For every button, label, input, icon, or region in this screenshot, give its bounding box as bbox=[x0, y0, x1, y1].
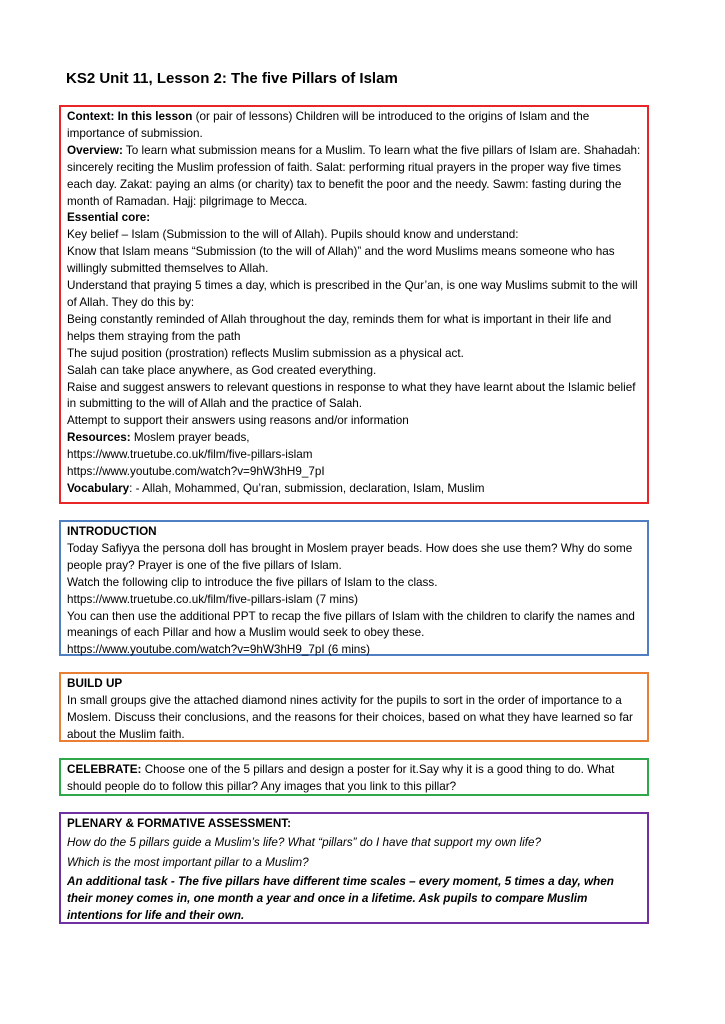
overview-paragraph bbox=[67, 143, 641, 211]
celebrate-box bbox=[59, 758, 649, 796]
resource-link[interactable]: https://www.truetube.co.uk/film/five-pillars-islam bbox=[67, 448, 313, 462]
plenary-question: How do the 5 pillars guide a Muslim’s life? What “pillars” do I have that support my own life? bbox=[67, 836, 541, 850]
context-label: Context: In this lesson bbox=[67, 110, 193, 123]
essential-line: The sujud position (prostration) reflects Muslim submission as a physical act. bbox=[67, 346, 464, 360]
introduction-box bbox=[59, 520, 649, 656]
introduction-link[interactable]: https://www.truetube.co.uk/film/five-pillars-islam (7 mins) bbox=[67, 592, 358, 606]
essential-line: Know that Islam means “Submission (to the will of Allah)” and the word Muslims means someone who has willingly submitted themselves to Allah. bbox=[67, 245, 615, 276]
essential-line: Understand that praying 5 times a day, which is prescribed in the Qur’an, is one way Muslims submit to the will of Allah. They do this by: bbox=[67, 279, 638, 309]
introduction-line: Today Safiyya the persona doll has brought in Moslem prayer beads. How does she use them? Why do some people pray? Prayer is one of the five pillars of Islam. bbox=[67, 541, 633, 572]
build-up-box bbox=[59, 672, 649, 742]
introduction-heading: INTRODUCTION bbox=[67, 525, 157, 538]
build-up-text: In small groups give the attached diamond nines activity for the pupils to sort in the order of importance to a Moslem. Discuss their conclusions, and the reasons for their choices, based on what they have learned so far about the Muslim faith. bbox=[67, 693, 633, 741]
introduction-link[interactable]: https://www.youtube.com/watch?v=9hW3hH9_7pI (6 mins) bbox=[67, 643, 371, 657]
overview-text: To learn what submission means for a Muslim. To learn what the five pillars of Islam are. Shahadah: sincerely reciting the Muslim profession of faith. Salat: performing ritual prayers in the proper way five times each day. Zakat: paying an alms (or charity) tax to benefit the poor and the needy. Sawm: fasting during the month of Ramadan. Hajj: pilgrimage to Mecca. bbox=[67, 143, 641, 208]
introduction-line: You can then use the additional PPT to recap the five pillars of Islam with the children to clarify the names and meanings of each Pillar and how a Muslim would seek to obey these. bbox=[67, 609, 635, 640]
vocabulary-paragraph bbox=[67, 481, 641, 498]
page-title: KS2 Unit 11, Lesson 2: The five Pillars of Islam bbox=[66, 70, 398, 87]
essential-line: Key belief – Islam (Submission to the will of Allah). Pupils should know and understand: bbox=[67, 228, 519, 242]
resources-text: Moslem prayer beads, bbox=[130, 431, 250, 445]
essential-line: Raise and suggest answers to relevant questions in response to what they have learnt about the Islamic belief in submitting to the will of Allah and the practice of Salah. bbox=[67, 380, 636, 411]
overview-label: Overview: bbox=[67, 143, 123, 157]
introduction-line: Watch the following clip to introduce the five pillars of Islam to the class. bbox=[67, 575, 438, 589]
plenary-box bbox=[59, 812, 649, 924]
vocabulary-label: Vocabulary bbox=[67, 481, 130, 495]
celebrate-label: CELEBRATE: bbox=[67, 763, 142, 776]
plenary-question: Which is the most important pillar to a Muslim? bbox=[67, 855, 309, 869]
celebrate-paragraph bbox=[67, 762, 641, 796]
celebrate-text: Choose one of the 5 pillars and design a poster for it.Say why it is a good thing to do. What should people do to follow this pillar? Any images that you link to this pillar? bbox=[67, 763, 615, 793]
essential-core-label: Essential core: bbox=[67, 211, 151, 225]
plenary-heading: PLENARY & FORMATIVE ASSESSMENT: bbox=[67, 817, 292, 830]
context-paragraph bbox=[67, 109, 641, 143]
plenary-additional-task: An additional task - The five pillars have different time scales – every moment, 5 times a day, when their money comes in, one month a year and once in a lifetime. Ask pupils to compare Muslim intentions for life and their own. bbox=[67, 875, 614, 923]
build-up-heading: BUILD UP bbox=[67, 677, 123, 690]
resource-link[interactable]: https://www.youtube.com/watch?v=9hW3hH9_7pI bbox=[67, 465, 325, 479]
essential-line: Attempt to support their answers using reasons and/or information bbox=[67, 414, 409, 428]
resources-label: Resources: bbox=[67, 431, 131, 445]
essential-line: Being constantly reminded of Allah throughout the day, reminds them for what is important in their life and helps them straying from the path bbox=[67, 312, 612, 343]
context-text: (or pair of lessons) Children will be introduced to the origins of Islam and the importance of submission. bbox=[67, 110, 590, 140]
resources-paragraph bbox=[67, 430, 641, 447]
essential-line: Salah can take place anywhere, as God created everything. bbox=[67, 363, 377, 377]
context-box bbox=[59, 105, 649, 504]
vocabulary-text: : - Allah, Mohammed, Qu’ran, submission, declaration, Islam, Muslim bbox=[129, 481, 485, 495]
